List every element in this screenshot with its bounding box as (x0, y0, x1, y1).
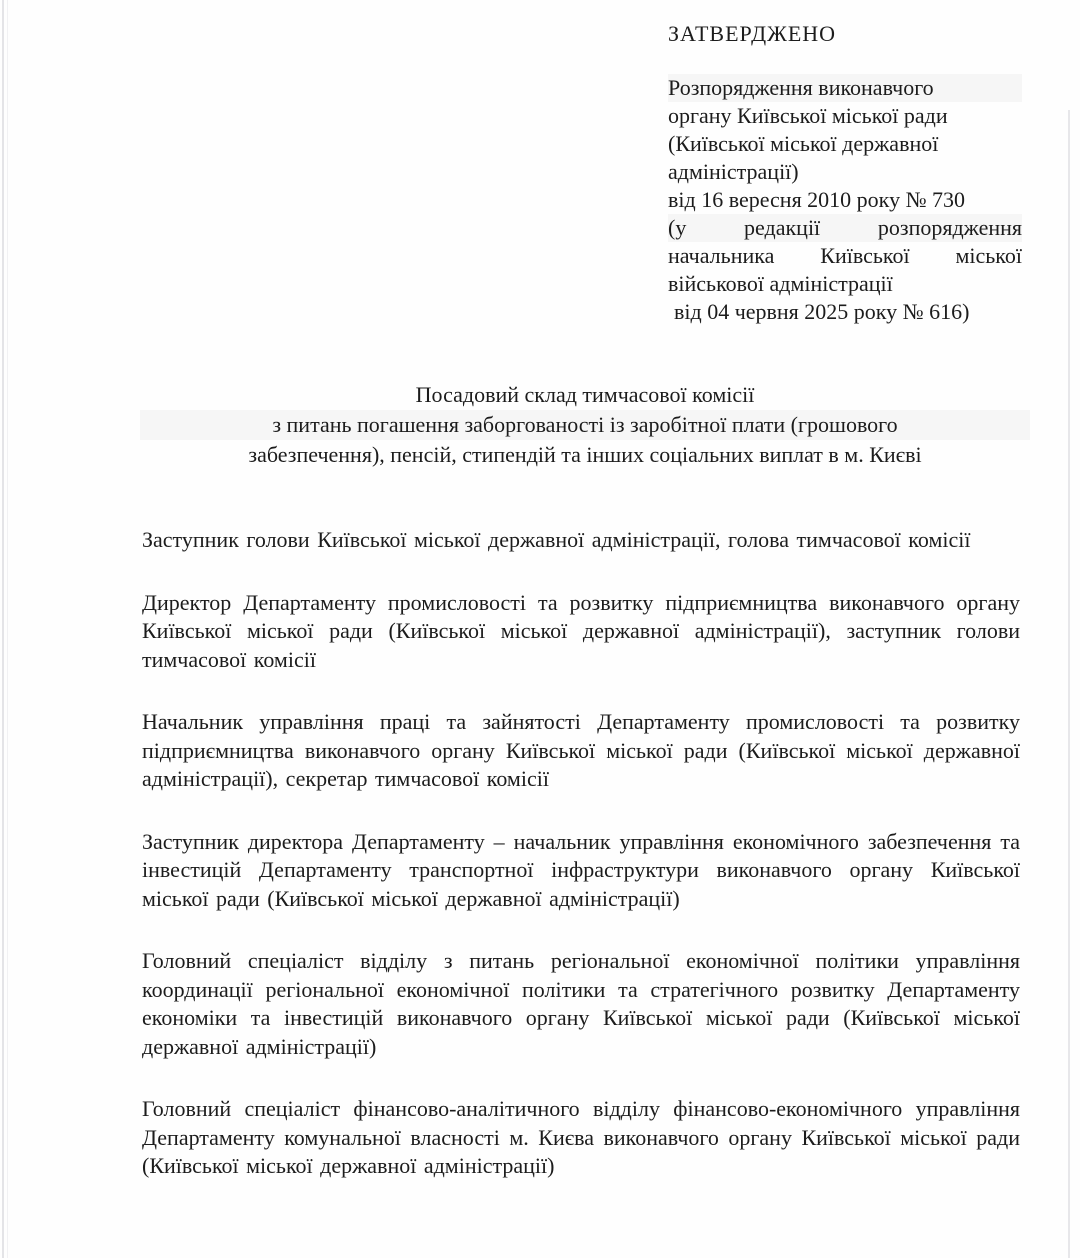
approval-block (668, 20, 1022, 326)
scan-edge-line-left-inner (7, 0, 8, 1258)
document-title-line: з питань погашення заборгованості із заробітної плати (грошового (140, 410, 1030, 440)
approval-line: (у редакції розпорядження (668, 215, 1022, 240)
approval-line: органу Київської міської ради (668, 103, 948, 128)
scan-edge-line-left (2, 0, 4, 1258)
document-title-line: забезпечення), пенсій, стипендій та інших соціальних виплат в м. Києві (248, 442, 922, 467)
approval-line: (Київської міської державної (668, 131, 939, 156)
approval-line: начальника Київської міської (668, 243, 1022, 268)
approval-line: Розпорядження виконавчого (668, 74, 1022, 102)
position-paragraph: Головний спеціаліст відділу з питань регіональної економічної політики управління координації регіональної економічної політики та стратегічного розвитку Департаменту економіки та інвестицій виконавчого органу Київської міської ради (Київської міської державної адміністрації) (142, 948, 1020, 1059)
scan-edge-line-right (1068, 110, 1070, 1258)
position-paragraph: Начальник управління праці та зайнятості Департаменту промисловості та розвитку підприємництва виконавчого органу Київської міської ради (Київської міської державної адміністрації), секретар тимчасової комісії (142, 709, 1020, 791)
approval-line: від 04 червня 2025 року № 616) (674, 299, 970, 324)
approval-heading: ЗАТВЕРДЖЕНО (668, 21, 837, 46)
approval-line: адміністрації) (668, 159, 799, 184)
document-title-line: Посадовий склад тимчасової комісії (415, 382, 755, 407)
position-paragraph: Заступник директора Департаменту – начальник управління економічного забезпечення та інвестицій Департаменту транспортної інфраструктури виконавчого органу Київської міської ради (Київської міської державної адміністрації) (142, 828, 1020, 911)
positions-list (142, 526, 1020, 1215)
approval-line: військової адміністрації (668, 271, 893, 296)
position-paragraph: Заступник голови Київської міської державної адміністрації, голова тимчасової комісії (142, 527, 971, 552)
position-paragraph: Головний спеціаліст фінансово-аналітичного відділу фінансово-економічного управління Департаменту комунальної власності м. Києва виконавчого органу Київської міської ради (Київської міської державної адміністрації) (142, 1096, 1020, 1178)
approval-line: від 16 вересня 2010 року № 730 (668, 187, 966, 212)
document-title (140, 380, 1030, 470)
position-paragraph: Директор Департаменту промисловості та розвитку підприємництва виконавчого органу Київської міської ради (Київської міської державної адміністрації), заступник голови тимчасової комісії (142, 589, 1020, 672)
